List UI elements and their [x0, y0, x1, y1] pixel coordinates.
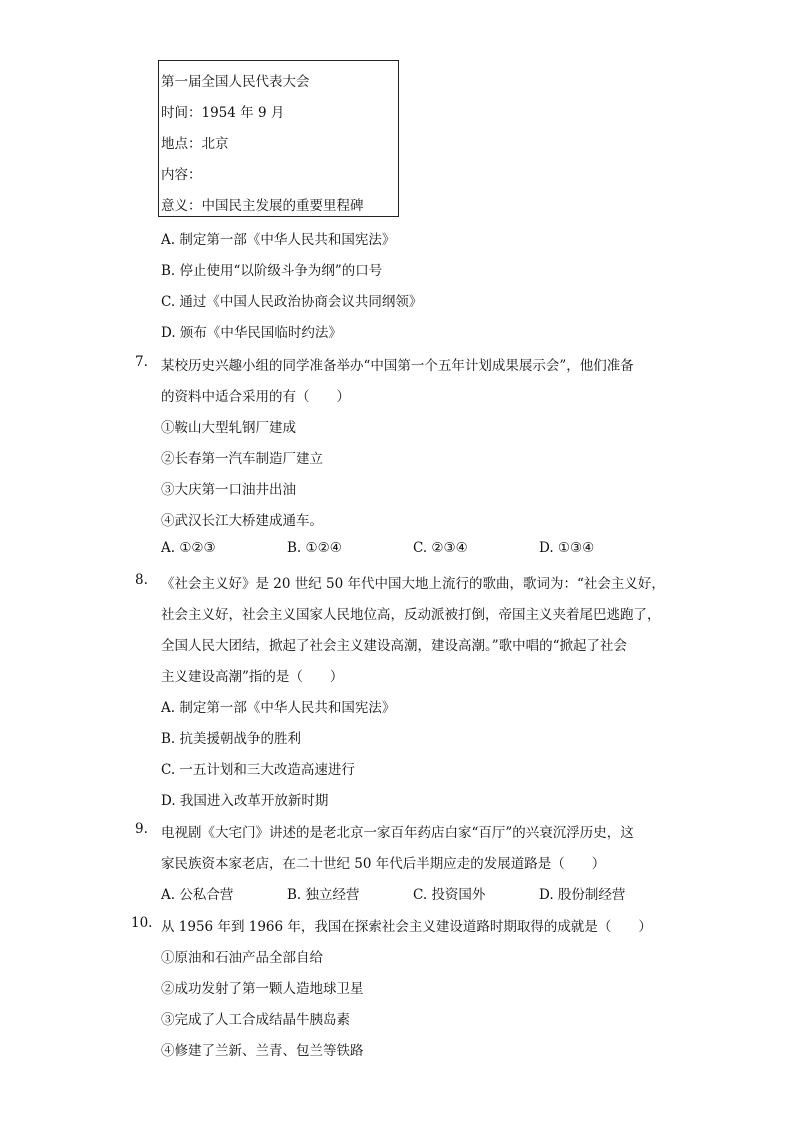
q9-option-d[interactable]: D. 股份制经营 [539, 887, 626, 903]
q8-option-a[interactable]: A. 制定第一部《中华人民共和国宪法》 [161, 700, 396, 716]
q7-option-a[interactable]: A. ①②③ [161, 540, 216, 556]
q6-option-d[interactable]: D. 颁布《中华民国临时约法》 [161, 325, 342, 341]
q8-option-d[interactable]: D. 我国进入改革开放新时期 [161, 793, 329, 809]
q10-stem-line-1: 从 1956 年到 1966 年，我国在探索社会主义建设道路时期取得的成就是（ ） [161, 919, 652, 935]
q8-option-c[interactable]: C. 一五计划和三大改造高速进行 [161, 762, 355, 778]
q6-option-c[interactable]: C. 通过《中国人民政治协商会议共同纲领》 [161, 294, 423, 310]
q8-stem-line-1: 《社会主义好》是 20 世纪 50 年代中国大地上流行的歌曲，歌词为：“社会主义好， [161, 576, 665, 592]
q10-item-2: ②成功发射了第一颗人造地球卫星 [161, 981, 364, 997]
q10-number: 10. [131, 915, 153, 931]
q7-option-c[interactable]: C. ②③④ [413, 540, 468, 556]
info-box-place: 地点：北京 [161, 136, 229, 152]
q9-stem-line-2: 家民族资本家老店，在二十世纪 50 年代后半期应走的发展道路是（ ） [161, 856, 606, 872]
info-box-significance: 意义：中国民主发展的重要里程碑 [161, 198, 364, 214]
q10-item-3: ③完成了人工合成结晶牛胰岛素 [161, 1012, 350, 1028]
q7-number: 7. [135, 354, 148, 370]
q6-option-b[interactable]: B. 停止使用“以阶级斗争为纲”的口号 [161, 263, 383, 279]
q9-number: 9. [135, 821, 148, 837]
q9-option-c[interactable]: C. 投资国外 [413, 887, 486, 903]
q9-option-b[interactable]: B. 独立经营 [287, 887, 360, 903]
q7-item-1: ①鞍山大型轧钢厂建成 [161, 420, 296, 436]
q7-option-b[interactable]: B. ①②④ [287, 540, 342, 556]
q8-number: 8. [135, 572, 148, 588]
q9-option-a[interactable]: A. 公私合营 [161, 887, 234, 903]
info-box [158, 60, 399, 217]
q6-option-a[interactable]: A. 制定第一部《中华人民共和国宪法》 [161, 232, 396, 248]
q8-stem-line-4: 主义建设高潮”指的是（ ） [161, 669, 344, 685]
info-box-title: 第一届全国人民代表大会 [161, 74, 310, 90]
q8-stem-line-2: 社会主义好，社会主义国家人民地位高，反动派被打倒，帝国主义夹着尾巴逃跑了， [161, 607, 661, 623]
q8-stem-line-3: 全国人民大团结，掀起了社会主义建设高潮，建设高潮。”歌中唱的“掀起了社会 [161, 638, 628, 654]
info-box-time: 时间：1954 年 9 月 [161, 105, 285, 121]
q7-item-3: ③大庆第一口油井出油 [161, 482, 296, 498]
q7-item-4: ④武汉长江大桥建成通车。 [161, 513, 323, 529]
info-box-content: 内容： [161, 167, 202, 183]
q7-item-2: ②长春第一汽车制造厂建立 [161, 451, 323, 467]
q7-stem-line-2: 的资料中适合采用的有（ ） [161, 389, 350, 405]
q10-item-1: ①原油和石油产品全部自给 [161, 950, 323, 966]
q7-option-d[interactable]: D. ①③④ [539, 540, 595, 556]
q9-stem-line-1: 电视剧《大宅门》讲述的是老北京一家百年药店白家“百厅”的兴衰沉浮历史，这 [161, 825, 634, 841]
q10-item-4: ④修建了兰新、兰青、包兰等铁路 [161, 1043, 364, 1059]
q8-option-b[interactable]: B. 抗美援朝战争的胜利 [161, 731, 302, 747]
q7-stem-line-1: 某校历史兴趣小组的同学准备举办“中国第一个五年计划成果展示会”，他们准备 [161, 358, 634, 374]
